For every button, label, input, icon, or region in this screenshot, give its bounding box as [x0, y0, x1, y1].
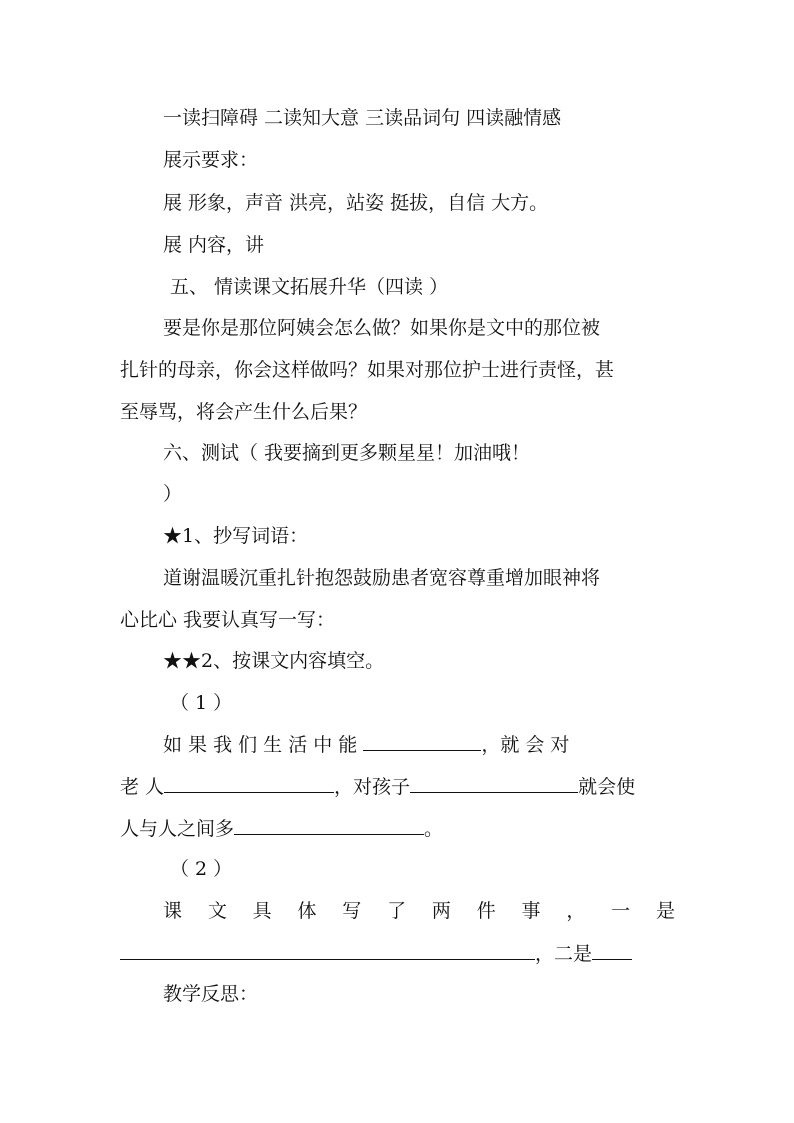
fill-blank-line-2 [120, 772, 675, 801]
fill-blank-4[interactable] [234, 814, 424, 835]
fill-text-3b: 。 [424, 818, 444, 840]
fill-blank-6[interactable] [592, 939, 632, 960]
fill-blank-3[interactable] [410, 772, 578, 793]
fill-blank-line-4: 课 文 具 体 写 了 两 件 事 ， 一 是 [163, 900, 675, 922]
display-requirement-content: 展 内容，讲 [163, 234, 265, 256]
reading-steps: 一读扫障碍 二读知大意 三读品词句 四读融情感 [163, 107, 562, 129]
fill-text-1b: ，就 会 对 [481, 734, 570, 756]
fill-blank-1[interactable] [363, 730, 481, 751]
vocabulary-line-2: 心比心 我要认真写一写： [120, 609, 336, 631]
item-1-label: （ 1 ） [170, 692, 233, 714]
vocabulary-line-1: 道谢温暖沉重扎针抱怨鼓励患者宽容尊重增加眼神将 [163, 567, 601, 589]
fill-text-2b: ，对孩子 [334, 776, 411, 798]
fill-blank-line-1 [163, 730, 675, 759]
fill-blank-line-3 [120, 814, 675, 843]
section-six-close-paren: ） [163, 483, 183, 505]
fill-text-2c: 就会使 [578, 776, 636, 798]
fill-text-3a: 人与人之间多 [120, 818, 235, 840]
display-requirement-image: 展 形象，声音 洪亮，站姿 挺拔，自信 大方。 [163, 192, 549, 214]
question-line-3: 至辱骂，将会产生什么后果？ [120, 401, 368, 423]
display-requirements-heading: 展示要求： [163, 149, 259, 171]
fill-blank-2[interactable] [164, 772, 334, 793]
fill-text-2a: 老 人 [120, 776, 165, 798]
fill-blank-5[interactable] [120, 939, 535, 960]
section-six-heading: 六、测试（ 我要摘到更多颗星星！加油哦！ [163, 442, 531, 464]
question-line-2: 扎针的母亲，你会这样做吗？如果对那位护士进行责怪，甚 [120, 359, 615, 381]
fill-text-5a: ，二是 [535, 943, 593, 965]
teaching-reflection-heading: 教学反思： [163, 983, 259, 1005]
section-five-heading: 五、 情读课文拓展升华（四读 ） [170, 276, 449, 298]
item-2-label: （ 2 ） [170, 858, 233, 880]
question-line-1: 要是你是那位阿姨会怎么做？如果你是文中的那位被 [163, 317, 601, 339]
fill-blank-line-5 [120, 939, 675, 968]
task-1-heading: ★1、抄写词语： [163, 525, 309, 547]
fill-text-1a: 如 果 我 们 生 活 中 能 [163, 734, 358, 756]
task-2-heading: ★★2、按课文内容填空。 [163, 650, 385, 672]
